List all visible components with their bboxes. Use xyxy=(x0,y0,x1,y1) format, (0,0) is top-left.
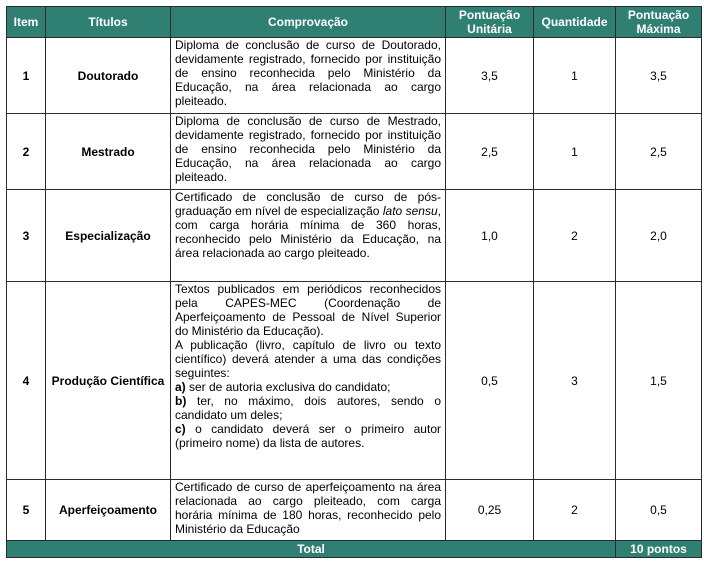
row-item-number: 2 xyxy=(7,114,46,190)
row-title: Produção Científica xyxy=(46,282,171,480)
row-pontuacao-unitaria: 2,5 xyxy=(446,114,534,190)
row-pontuacao-unitaria: 3,5 xyxy=(446,38,534,114)
header-titulos: Títulos xyxy=(46,7,171,38)
condition-text: ser de autoria exclusiva do candidato; xyxy=(185,380,391,394)
row-pontuacao-maxima: 1,5 xyxy=(616,282,702,480)
condition-item xyxy=(175,380,441,394)
comprovacao-italic-term: lato sensu xyxy=(382,204,438,218)
table-row xyxy=(7,114,702,190)
row-pontuacao-maxima: 3,5 xyxy=(616,38,702,114)
row-comprovacao: Diploma de conclusão de curso de Doutorado, devidamente registrado, fornecido por instituição de ensino reconhecida pelo Ministério da Educação, na área relacionada ao cargo pleiteado. xyxy=(171,38,446,114)
condition-letter: a) xyxy=(175,380,186,394)
row-comprovacao xyxy=(171,190,446,282)
row-title: Mestrado xyxy=(46,114,171,190)
row-comprovacao xyxy=(171,282,446,480)
condition-letter: c) xyxy=(175,422,186,436)
comprovacao-text-end: , com carga horária mínima de 360 horas, reconhecido pelo Ministério da Educação, na área relacionada ao cargo pleiteado. xyxy=(175,204,442,260)
condition-item xyxy=(175,422,441,450)
header-quantidade: Quantidade xyxy=(534,7,616,38)
condition-text: ter, no máximo, dois autores, sendo o candidato um deles; xyxy=(175,394,441,422)
table-row xyxy=(7,480,702,541)
row-quantidade: 1 xyxy=(534,114,616,190)
total-label: Total xyxy=(7,541,616,558)
header-pontuacao-unitaria: Pontuação Unitária xyxy=(446,7,534,38)
row-title: Aperfeiçoamento xyxy=(46,480,171,541)
header-row xyxy=(7,7,702,38)
row-title: Doutorado xyxy=(46,38,171,114)
header-item: Item xyxy=(7,7,46,38)
row-quantidade: 2 xyxy=(534,190,616,282)
row-pontuacao-maxima: 2,5 xyxy=(616,114,702,190)
total-row xyxy=(7,541,702,558)
row-item-number: 5 xyxy=(7,480,46,541)
header-comprovacao: Comprovação xyxy=(171,7,446,38)
row-quantidade: 1 xyxy=(534,38,616,114)
table-row xyxy=(7,38,702,114)
row-quantidade: 2 xyxy=(534,480,616,541)
row-pontuacao-unitaria: 1,0 xyxy=(446,190,534,282)
condition-letter: b) xyxy=(175,394,187,408)
total-value: 10 pontos xyxy=(616,541,702,558)
comprovacao-text-start: Certificado de conclusão de curso de pós-graduação em nível de especialização xyxy=(175,190,441,218)
row-item-number: 1 xyxy=(7,38,46,114)
row-pontuacao-unitaria: 0,25 xyxy=(446,480,534,541)
row-pontuacao-unitaria: 0,5 xyxy=(446,282,534,480)
condition-text: o candidato deverá ser o primeiro autor (primeiro nome) da lista de autores. xyxy=(175,422,441,450)
table-row xyxy=(7,190,702,282)
header-pontuacao-maxima: Pontuação Máxima xyxy=(616,7,702,38)
row-pontuacao-maxima: 0,5 xyxy=(616,480,702,541)
row-item-number: 3 xyxy=(7,190,46,282)
table-row xyxy=(7,282,702,480)
row-item-number: 4 xyxy=(7,282,46,480)
comprovacao-paragraph: A publicação (livro, capítulo de livro ou texto científico) deverá atender a uma das condições seguintes: xyxy=(175,338,441,380)
table-body xyxy=(7,38,702,541)
row-pontuacao-maxima: 2,0 xyxy=(616,190,702,282)
row-comprovacao: Certificado de curso de aperfeiçoamento na área relacionada ao cargo pleiteado, com carga horária mínima de 180 horas, reconhecido pelo Ministério da Educação xyxy=(171,480,446,541)
scoring-table xyxy=(6,6,702,558)
row-comprovacao: Diploma de conclusão de curso de Mestrado, devidamente registrado, fornecido por instituição de ensino reconhecida pelo Ministério da Educação, na área relacionada ao cargo pleiteado. xyxy=(171,114,446,190)
condition-item xyxy=(175,394,441,422)
table-header xyxy=(7,7,702,38)
table-footer xyxy=(7,541,702,558)
scoring-table-container xyxy=(6,6,702,558)
row-title: Especialização xyxy=(46,190,171,282)
comprovacao-paragraph: Textos publicados em periódicos reconhecidos pela CAPES-MEC (Coordenação de Aperfeiçoamento de Pessoal de Nível Superior do Ministério da Educação). xyxy=(175,282,441,338)
row-quantidade: 3 xyxy=(534,282,616,480)
